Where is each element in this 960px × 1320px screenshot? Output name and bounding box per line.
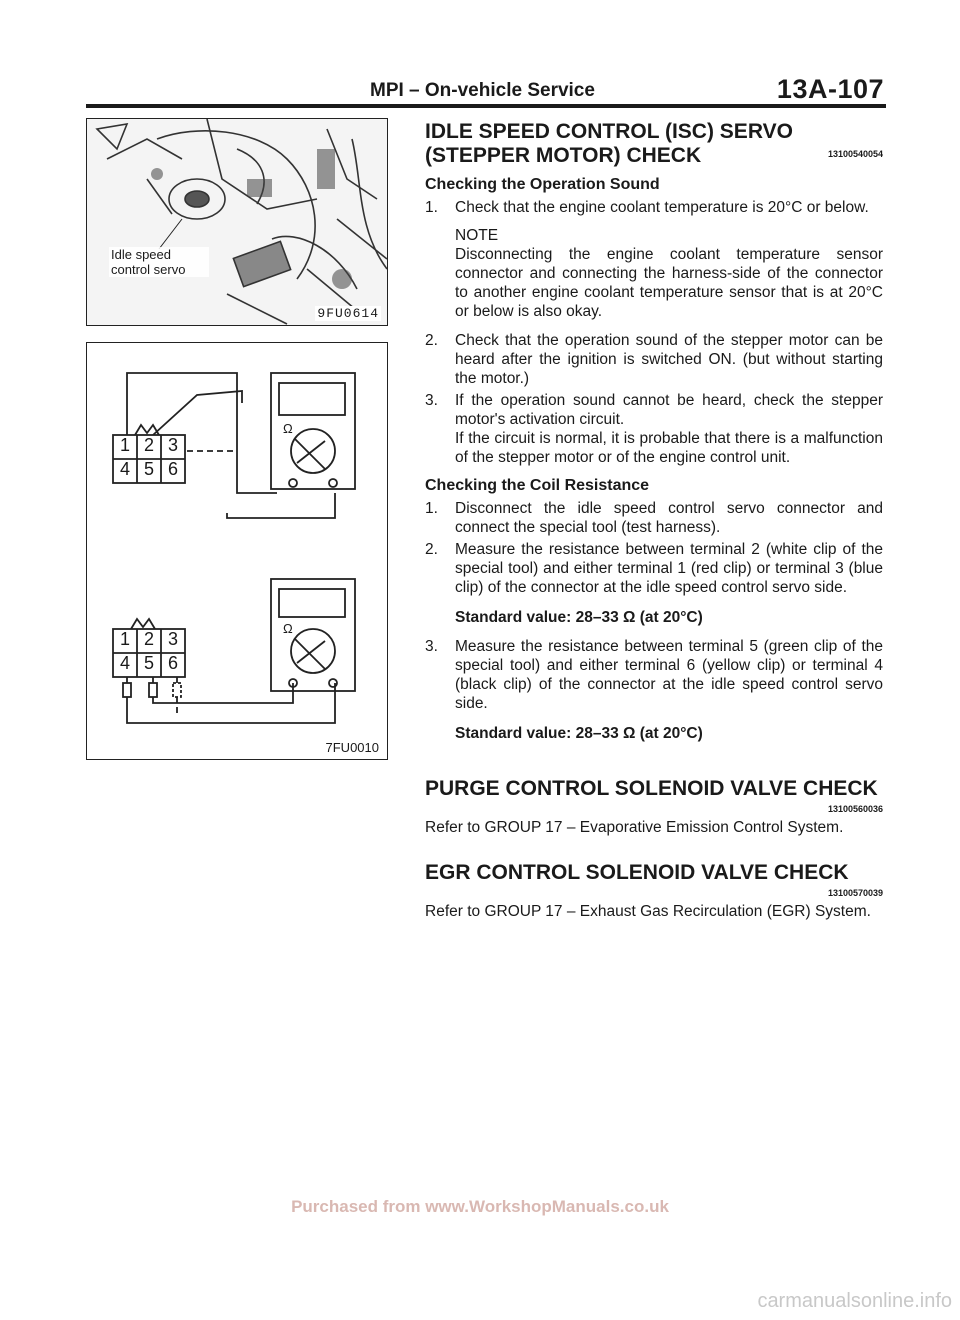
item-extra-text: If the circuit is normal, it is probable that there is a malfunction of the stepper motor or of the engine control unit.: [455, 430, 883, 466]
top-connector-terminals: [113, 435, 185, 483]
list-item: [425, 391, 883, 467]
egr-code: 13100570039: [827, 888, 883, 898]
item-text: Measure the resistance between terminal 2 (white clip of the special tool) and either terminal 1 (red clip) or terminal 3 (blue clip) of the connector at the idle speed control servo side.: [455, 541, 883, 596]
isc-title-line2: [425, 144, 883, 168]
terminal-label: 6: [167, 459, 178, 479]
list-item: [425, 499, 883, 537]
terminal-label: 2: [143, 435, 154, 455]
ohmmeter-wiring-diagram-icon: [87, 343, 387, 759]
item-number: 2.: [425, 332, 438, 349]
terminal-label: 5: [143, 653, 154, 673]
item-text: Measure the resistance between terminal 5 (green clip of the special tool) and either terminal 6 (yellow clip) or terminal 4 (black clip) of the connector at the idle speed control servo side.: [455, 638, 883, 712]
list-item: [425, 540, 883, 597]
engine-photo-figure: [86, 118, 388, 326]
item-text: Check that the engine coolant temperature is 20°C or below.: [455, 199, 869, 216]
header-rule: [86, 104, 886, 108]
item-number: 3.: [425, 638, 438, 655]
item-number: 2.: [425, 541, 438, 558]
connector-row: [113, 629, 185, 653]
page-number: 13A-107: [776, 74, 884, 104]
terminal-label: 3: [167, 629, 178, 649]
terminal-label: 5: [143, 459, 154, 479]
bottom-connector-terminals: [113, 629, 185, 677]
section-title: MPI – On-vehicle Service: [370, 80, 595, 101]
terminal-label: 2: [143, 629, 154, 649]
item-text: Check that the operation sound of the stepper motor can be heard after the ignition is switched ON. (but without starting the motor.): [455, 332, 883, 387]
connector-row: [113, 459, 185, 483]
connector-row: [113, 435, 185, 459]
list-item: [425, 331, 883, 388]
item-number: 1.: [425, 500, 438, 517]
purge-text: Refer to GROUP 17 – Evaporative Emission Control System.: [425, 819, 844, 836]
watermark: carmanualsonline.info: [757, 1290, 952, 1312]
connector-row: [113, 653, 185, 677]
main-text-column: [425, 120, 883, 921]
note-label: NOTE: [455, 227, 499, 244]
coil-heading: Checking the Coil Resistance: [425, 477, 650, 494]
note-block: [455, 226, 883, 321]
isc-title-line1: IDLE SPEED CONTROL (ISC) SERVO: [425, 120, 793, 143]
engine-photo-icon: [87, 119, 387, 325]
terminal-label: 4: [119, 459, 130, 479]
terminal-label: 1: [119, 435, 130, 455]
item-body: [455, 391, 883, 467]
photo-callout: Idle speed control servo: [109, 247, 209, 277]
purge-code: 13100560036: [827, 804, 883, 814]
ohm-symbol: Ω: [283, 621, 293, 636]
list-item: [425, 637, 883, 713]
purge-title: PURGE CONTROL SOLENOID VALVE CHECK: [425, 777, 878, 800]
terminal-label: 3: [167, 435, 178, 455]
isc-title-line2-text: (STEPPER MOTOR) CHECK: [425, 144, 702, 167]
item-text: Disconnect the idle speed control servo connector and connect the special tool (test harness).: [455, 500, 883, 536]
photo-figure-code: 9FU0614: [317, 306, 379, 321]
egr-text: Refer to GROUP 17 – Exhaust Gas Recirculation (EGR) System.: [425, 903, 871, 920]
footer-source: Purchased from www.WorkshopManuals.co.uk: [291, 1197, 669, 1216]
standard-value: Standard value: 28–33 Ω (at 20°C): [455, 725, 703, 742]
note-text: Disconnecting the engine coolant temperature sensor connector and connecting the harness-side of the connector to another engine coolant temperature sensor that is at 20°C or below is also okay.: [455, 246, 883, 320]
item-text: If the operation sound cannot be heard, check the stepper motor's activation circuit.: [455, 392, 883, 428]
diagram-figure-code: 7FU0010: [325, 740, 379, 755]
egr-title: EGR CONTROL SOLENOID VALVE CHECK: [425, 861, 849, 884]
list-item: [425, 198, 883, 217]
wiring-diagram-figure: [86, 342, 388, 760]
terminal-label: 6: [167, 653, 178, 673]
sound-heading: Checking the Operation Sound: [425, 176, 660, 193]
standard-value: Standard value: 28–33 Ω (at 20°C): [455, 609, 703, 626]
terminal-label: 4: [119, 653, 130, 673]
isc-code: 13100540054: [827, 149, 883, 159]
ohm-symbol: Ω: [283, 421, 293, 436]
item-number: 3.: [425, 392, 438, 409]
terminal-label: 1: [119, 629, 130, 649]
item-number: 1.: [425, 199, 438, 216]
